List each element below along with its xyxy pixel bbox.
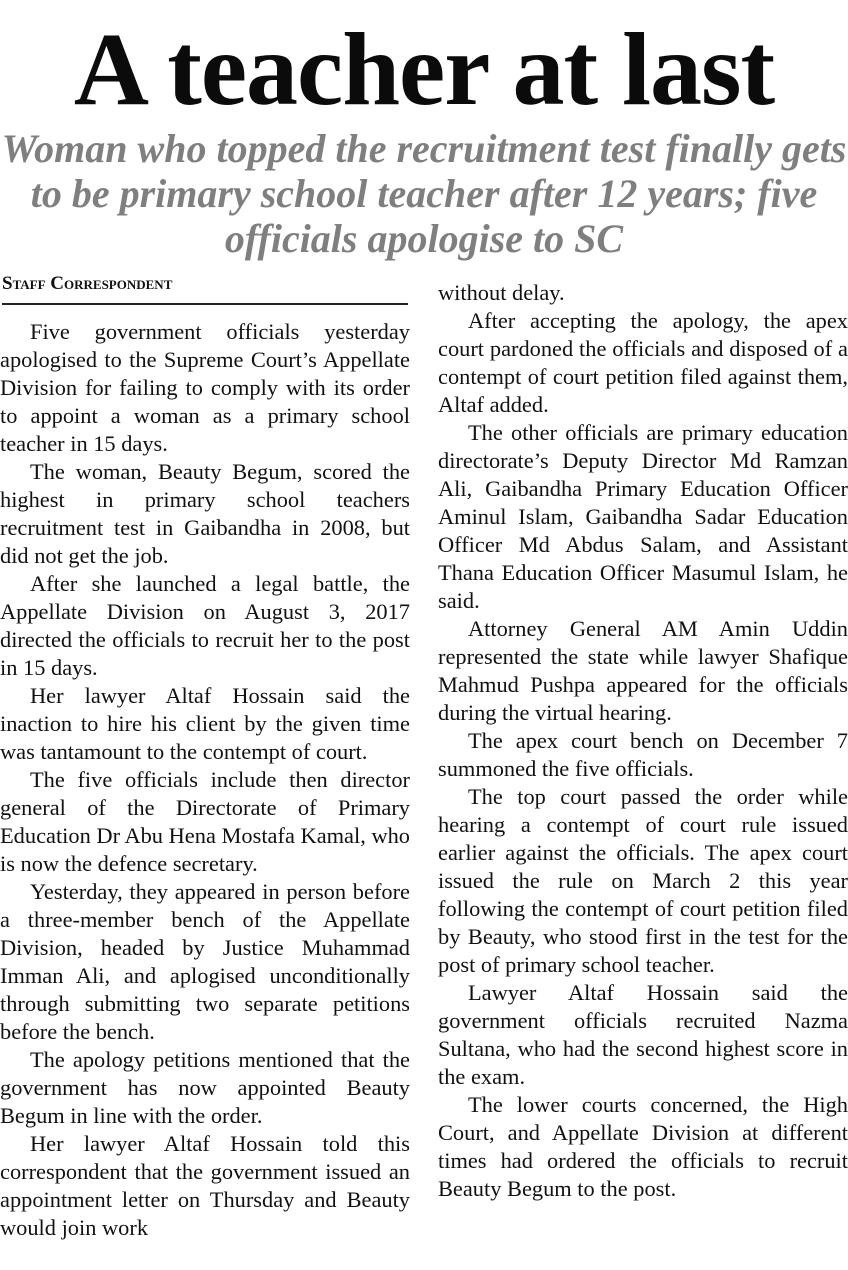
article-paragraph: After she launched a legal battle, the Appellate Division on August 3, 2017 directed the officials to recruit her to the post in 15 days. — [0, 571, 410, 680]
article-paragraph: Her lawyer Altaf Hossain told this correspondent that the government issued an appointment letter on Thursday and Beauty would join work — [0, 1131, 410, 1240]
headline: A teacher at last — [73, 12, 775, 127]
article-paragraph: The five officials include then director general of the Directorate of Primary Education Dr Abu Hena Mostafa Kamal, who is now the defence secretary. — [0, 767, 410, 876]
article-paragraph: The apology petitions mentioned that the government has now appointed Beauty Begum in line with the order. — [0, 1047, 410, 1128]
article-paragraph: Lawyer Altaf Hossain said the government officials recruited Nazma Sultana, who had the second highest score in the exam. — [438, 980, 848, 1089]
article-paragraph: After accepting the apology, the apex court pardoned the officials and disposed of a contempt of court petition filed against them, Altaf added. — [438, 308, 848, 417]
article-paragraph: The other officials are primary education directorate’s Deputy Director Md Ramzan Ali, Gaibandha Primary Education Officer Aminul Islam, Gaibandha Sadar Education Officer Md Abdus Salam, and Assistant Thana Education Officer Masumul Islam, he said. — [438, 420, 848, 613]
article-paragraph: The lower courts concerned, the High Court, and Appellate Division at different times had ordered the officials to recruit Beauty Begum to the post. — [438, 1092, 848, 1201]
byline: Staff Correspondent — [2, 272, 408, 305]
article-paragraph: The apex court bench on December 7 summoned the five officials. — [438, 728, 848, 781]
article-column-right — [438, 279, 848, 1203]
article-column-left — [0, 318, 410, 1242]
article-paragraph: Her lawyer Altaf Hossain said the inaction to hire his client by the given time was tantamount to the contempt of court. — [0, 683, 410, 764]
article-paragraph-continued: without delay. — [438, 280, 565, 305]
article-paragraph: Attorney General AM Amin Uddin represented the state while lawyer Shafique Mahmud Pushpa appeared for the officials during the virtual hearing. — [438, 616, 848, 725]
article-paragraph: The top court passed the order while hearing a contempt of court rule issued earlier against the officials. The apex court issued the rule on March 2 this year following the contempt of court petition filed by Beauty, who stood first in the test for the post of primary school teacher. — [438, 784, 848, 977]
article-paragraph: Yesterday, they appeared in person before a three-member bench of the Appellate Division, headed by Justice Muhammad Imman Ali, and aplogised unconditionally through submitting two separate petitions before the bench. — [0, 879, 410, 1044]
article-paragraph: The woman, Beauty Begum, scored the highest in primary school teachers recruitment test in Gaibandha in 2008, but did not get the job. — [0, 459, 410, 568]
subheadline: Woman who topped the recruitment test finally gets to be primary school teacher after 12 years; five officials apologise to SC — [1, 126, 847, 261]
article-paragraph: Five government officials yesterday apologised to the Supreme Court’s Appellate Division for failing to comply with its order to appoint a woman as a primary school teacher in 15 days. — [0, 319, 410, 456]
